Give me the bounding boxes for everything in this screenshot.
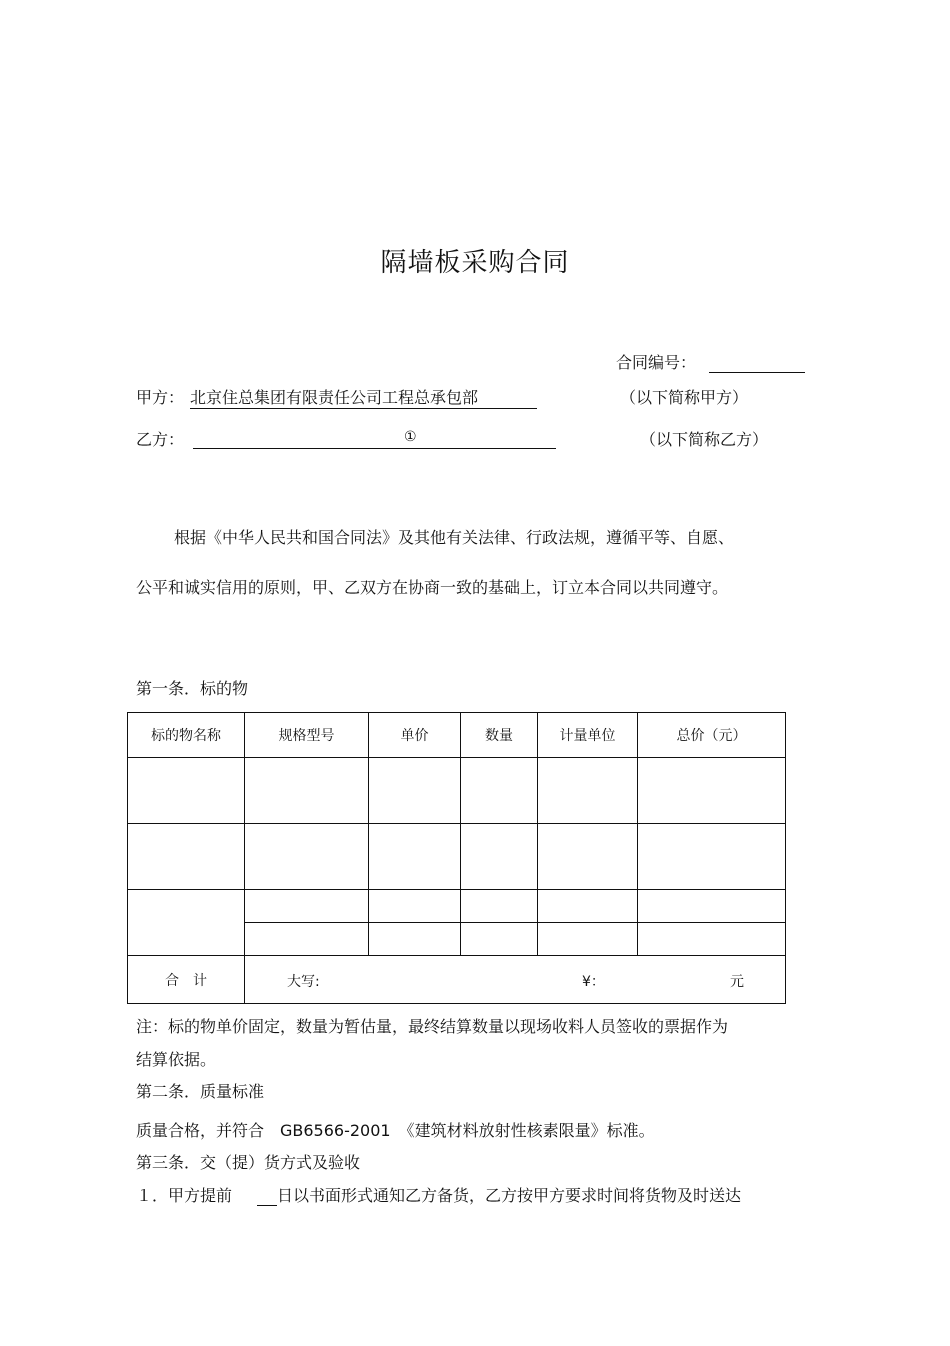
- table-cell[interactable]: [369, 758, 461, 824]
- contract-no-label: 合同编号：: [616, 353, 697, 372]
- table-cell[interactable]: [128, 824, 245, 890]
- note-line-2: 结算依据。: [136, 1050, 217, 1069]
- table-cell[interactable]: [128, 890, 245, 956]
- document-title: 隔墙板采购合同: [380, 248, 570, 278]
- header-total-price: 总价（元）: [638, 713, 786, 758]
- party-b-label: 乙方：: [136, 430, 185, 449]
- note-line-1: 注：标的物单价固定，数量为暂估量，最终结算数量以现场收料人员签收的票据作为: [136, 1017, 729, 1036]
- total-amount-cell[interactable]: [245, 956, 786, 1004]
- party-b-blank[interactable]: [193, 428, 556, 449]
- quality-text: 质量合格，并符合 GB6566-2001 《建筑材料放射性核素限量》标准。: [136, 1121, 655, 1140]
- table-cell[interactable]: [461, 824, 538, 890]
- article-2-heading: 第二条．质量标准: [136, 1082, 265, 1101]
- table-row: [128, 890, 786, 923]
- article-3-heading: 第三条．交（提）货方式及验收: [136, 1153, 361, 1172]
- item-1-rest: 日以书面形式通知乙方备货，乙方按甲方要求时间将货物及时送达: [277, 1186, 742, 1205]
- yuan-label: 元: [730, 974, 744, 990]
- contract-no-blank[interactable]: [709, 352, 805, 373]
- table-total-row: [128, 956, 786, 1004]
- article-1-heading: 第一条．标的物: [136, 679, 249, 698]
- table-row: [128, 758, 786, 824]
- table-cell[interactable]: [461, 758, 538, 824]
- header-measure-unit: 计量单位: [538, 713, 638, 758]
- table-header-row: [128, 713, 786, 758]
- total-label: 合 计: [128, 956, 245, 1004]
- table-cell[interactable]: [538, 824, 638, 890]
- intro-line-2: 公平和诚实信用的原则，甲、乙双方在协商一致的基础上，订立本合同以共同遵守。: [136, 578, 729, 597]
- table-cell[interactable]: [538, 890, 638, 923]
- table-cell[interactable]: [538, 923, 638, 956]
- party-b-mark: ①: [404, 429, 417, 445]
- table-cell[interactable]: [245, 758, 369, 824]
- table-cell[interactable]: [128, 758, 245, 824]
- table-cell[interactable]: [245, 923, 369, 956]
- table-cell[interactable]: [638, 824, 786, 890]
- table-cell[interactable]: [245, 890, 369, 923]
- table-cell[interactable]: [461, 923, 538, 956]
- table-cell[interactable]: [638, 758, 786, 824]
- days-blank[interactable]: [257, 1185, 277, 1206]
- intro-line-1: 根据《中华人民共和国合同法》及其他有关法律、行政法规，遵循平等、自愿、: [174, 528, 735, 547]
- header-item-name: 标的物名称: [128, 713, 245, 758]
- table-cell[interactable]: [245, 824, 369, 890]
- header-spec: 规格型号: [245, 713, 369, 758]
- table-cell[interactable]: [369, 890, 461, 923]
- party-a-label: 甲方：: [136, 388, 185, 407]
- header-quantity: 数量: [461, 713, 538, 758]
- yen-label: ¥：: [582, 974, 605, 990]
- party-a-name: 北京住总集团有限责任公司工程总承包部: [190, 388, 537, 409]
- table-cell[interactable]: [369, 824, 461, 890]
- table-row: [128, 824, 786, 890]
- daxie-label: 大写:: [287, 974, 320, 990]
- table-cell[interactable]: [638, 890, 786, 923]
- party-a-short: （以下简称甲方）: [620, 388, 749, 407]
- goods-table: [127, 712, 786, 1004]
- header-unit-price: 单价: [369, 713, 461, 758]
- party-b-short: （以下简称乙方）: [640, 430, 769, 449]
- table-cell[interactable]: [461, 890, 538, 923]
- table-cell[interactable]: [638, 923, 786, 956]
- table-cell[interactable]: [369, 923, 461, 956]
- item-1-prefix: １．甲方提前: [136, 1186, 233, 1205]
- table-cell[interactable]: [538, 758, 638, 824]
